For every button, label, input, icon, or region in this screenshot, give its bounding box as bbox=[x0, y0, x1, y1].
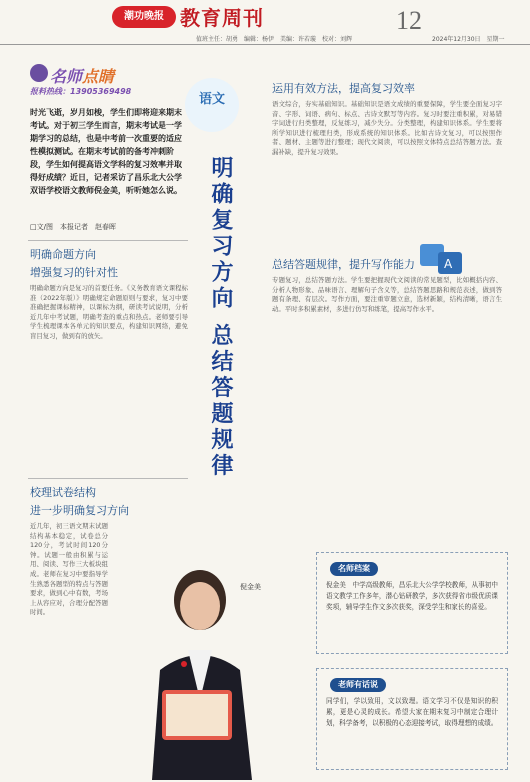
section-divider bbox=[28, 240, 188, 241]
issue-date: 2024年12月30日 星期一 bbox=[432, 36, 505, 43]
page-number: 12 bbox=[396, 6, 422, 35]
card-text: 倪金美 中学高级教师，昌乐北大公学学校教师，从事初中语文教学工作多年，潜心钻研教学，多次获得省市级优质课奖项，辅导学生作文多次获奖，深受学生和家长的喜爱。 bbox=[326, 581, 498, 611]
section-body: 语文综合，夯实基础知识。基础知识是语文成绩的重要保障，学生要全面复习字音、字形、词语、病句、标点、古诗文默写等内容。复习时要注重积累，对易错字词进行归类整理，反复练习，减少失分。分类整理，构建知识体系。学生要将所学知识进行梳理归类，形成系统的知识体系。比如古诗文复习，可以按照作者、题材、主题等进行整理；现代文阅读，可以按照文体特点总结答题方法。查漏补缺，提升复习效果。 bbox=[272, 100, 502, 156]
card-text: 同学们，学以致用，文以致理。语文学习不仅是知识的积累，更是心灵的成长。希望大家在期末复习中制定合理计划，科学备考，以积极的心态迎接考试，取得理想的成绩。 bbox=[326, 697, 498, 727]
card-tag: 名师档案 bbox=[330, 562, 378, 576]
section-subheading: 进一步明确复习方向 bbox=[30, 504, 129, 517]
page-title: 教育周刊 bbox=[180, 6, 264, 30]
byline: □文/图 本报记者 赵春晖 bbox=[30, 223, 116, 231]
section-divider bbox=[28, 478, 188, 479]
header-divider bbox=[0, 44, 530, 45]
hotline: 报料热线：13905369498 bbox=[30, 87, 132, 96]
teacher-portrait bbox=[112, 540, 272, 780]
section-body: 专题复习，总结答题方法。学生要把握现代文阅读的常见题型，比如概括内容、分析人物形象、品味语言、理解句子含义等，总结答题思路和规范表述，做到答题有条理、有层次。写作方面，要注重审题立意，选材新颖，结构清晰，语言生动。平时多积累素材，多进行仿写和练笔，提高写作水平。 bbox=[272, 276, 502, 313]
language-icon bbox=[418, 240, 466, 280]
section-body: 明确命题方向是复习的首要任务。《义务教育语文课程标准（2022年版）》明确规定命题原则与要求，复习中要准确把握课标精神，以课标为纲，研读考试说明，分析近几年中考试题，明确考查的重点和热点。老师要引导学生梳理课本各单元的知识要点，构建知识网络，避免盲目复习，做到有的放矢。 bbox=[30, 284, 188, 340]
section-heading: 校理试卷结构 bbox=[30, 486, 96, 499]
section-heading: 总结答题规律，提升写作能力 bbox=[272, 258, 415, 271]
section-heading: 明确命题方向 bbox=[30, 248, 96, 261]
masthead bbox=[0, 0, 530, 38]
svg-text:A: A bbox=[444, 257, 453, 271]
portrait-caption: 倪金美 bbox=[240, 583, 261, 591]
main-vertical-title: 明确复习方向 总结答题规律 bbox=[208, 156, 234, 480]
column-name-a: 名师 bbox=[50, 67, 83, 86]
card-tag: 老师有话说 bbox=[330, 678, 386, 692]
staff-line: 值班主任：胡勇 编辑：杨伊 美编：许若璇 校对：刘辉 bbox=[196, 36, 353, 43]
section-heading: 运用有效方法，提高复习效率 bbox=[272, 82, 415, 95]
column-name-b: 点睛 bbox=[82, 67, 115, 86]
intro-text: 时光飞逝，岁月如梭，学生们即将迎来期末考试。对于初三学生而言，期末考试是一学期学习的总结，也是中考前一次重要的适应性模拟测试。在期末考试前的备考冲刺阶段，学生如何提高语文学科的复习效率并取得好成绩？近日，记者采访了昌乐北大公学双语学校语文教师倪金美，听听她怎么说。 bbox=[30, 108, 182, 195]
subject-badge: 语文 bbox=[198, 92, 225, 107]
teacher-icon bbox=[30, 64, 48, 82]
section-subheading: 增强复习的针对性 bbox=[30, 266, 118, 279]
newspaper-logo: 潮功晚报 bbox=[112, 6, 176, 28]
section-body: 近几年，初三语文期末试题结构基本稳定，试卷总分120分，考试时间120分钟。试题一般由积累与运用、阅读、写作三大板块组成。老师在复习中要指导学生熟悉各题型的特点与答题要求，做到心中有数，考场上从容应对，合理分配答题时间。 bbox=[30, 522, 108, 617]
column-name bbox=[50, 64, 114, 87]
